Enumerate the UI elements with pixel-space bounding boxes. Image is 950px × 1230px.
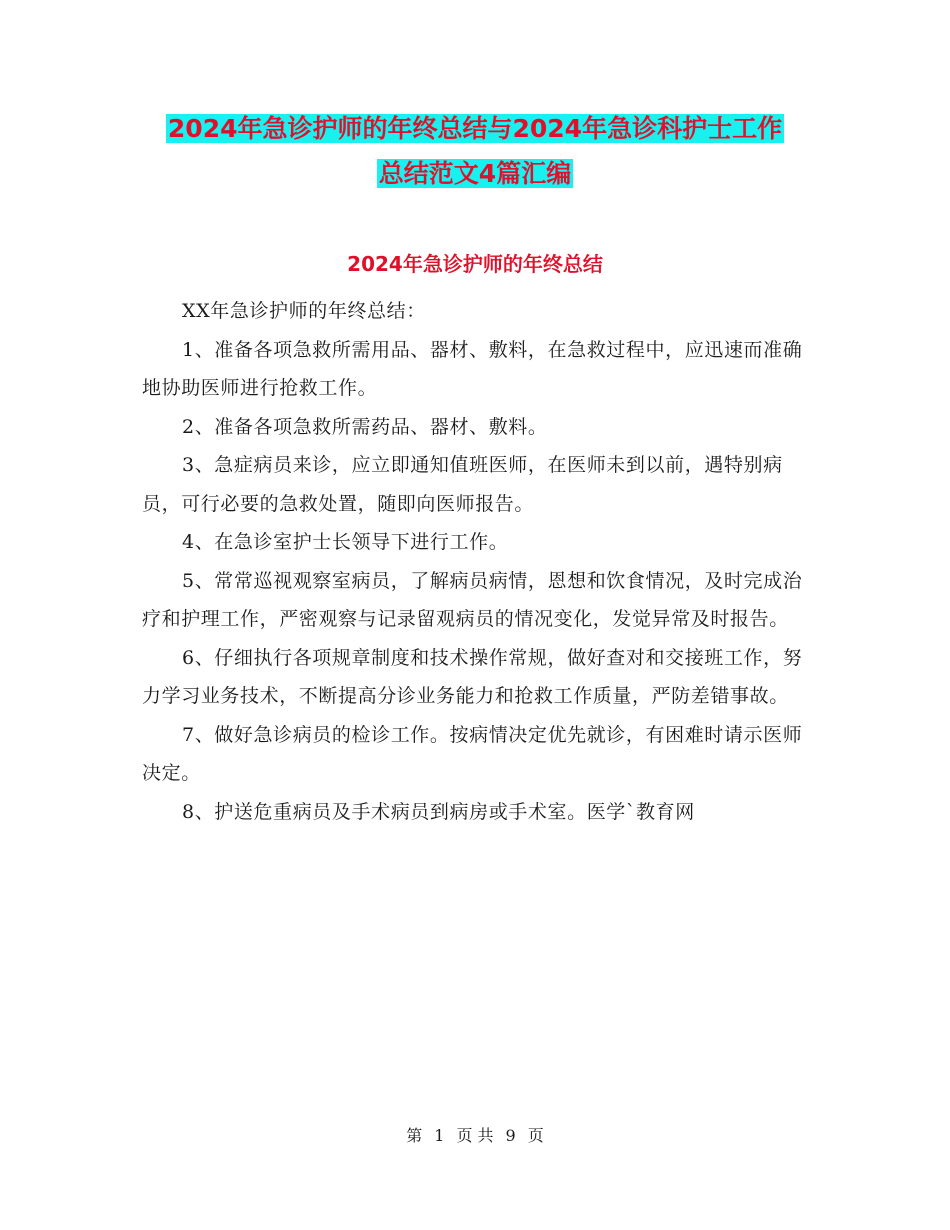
footer-page-mid: 页 共 bbox=[456, 1126, 494, 1145]
paragraph-item-3: 3、急症病员来诊，应立即通知值班医师，在医师未到以前，遇特别病员，可行必要的急救处置，随即向医师报告。 bbox=[142, 454, 783, 515]
paragraph-item-1: 1、准备各项急救所需用品、器材、敷料，在急救过程中，应迅速而准确地协助医师进行抢救工作。 bbox=[142, 338, 803, 399]
paragraph-item-5: 5、常常巡视观察室病员，了解病员病情，恩想和饮食情况，及时完成治疗和护理工作，严密观察与记录留观病员的情况变化，发觉异常及时报告。 bbox=[142, 569, 803, 630]
paragraph-item-7: 7、做好急诊病员的检诊工作。按病情决定优先就诊，有困难时请示医师决定。 bbox=[142, 723, 803, 784]
document-title-line-2 bbox=[0, 157, 950, 191]
footer-page-suffix: 页 bbox=[527, 1126, 544, 1145]
document-body bbox=[142, 292, 814, 831]
paragraph-item-2: 2、准备各项急救所需药品、器材、敷料。 bbox=[182, 415, 548, 438]
title-highlight: 总结范文4篇汇编 bbox=[378, 159, 572, 188]
footer-page-total: 9 bbox=[505, 1126, 516, 1145]
paragraph-item-4: 4、在急诊室护士长领导下进行工作。 bbox=[182, 531, 509, 553]
title-highlight: 2024年急诊护师的年终总结与2024年急诊科护士工作 bbox=[167, 114, 783, 143]
paragraph-item-8: 8、护送危重病员及手术病员到病房或手术室。医学`教育网 bbox=[182, 800, 695, 823]
footer-page-number: 1 bbox=[434, 1126, 445, 1145]
section-heading: 2024年急诊护师的年终总结 bbox=[347, 252, 603, 276]
document-title-line-1 bbox=[0, 112, 950, 146]
paragraph-intro: XX年急诊护师的年终总结： bbox=[182, 300, 426, 322]
paragraph-item-6: 6、仔细执行各项规章制度和技术操作常规，做好查对和交接班工作，努力学习业务技术，不断提高分诊业务能力和抢救工作质量，严防差错事故。 bbox=[142, 646, 803, 707]
page-footer bbox=[0, 1124, 950, 1148]
footer-page-prefix: 第 bbox=[406, 1126, 423, 1145]
